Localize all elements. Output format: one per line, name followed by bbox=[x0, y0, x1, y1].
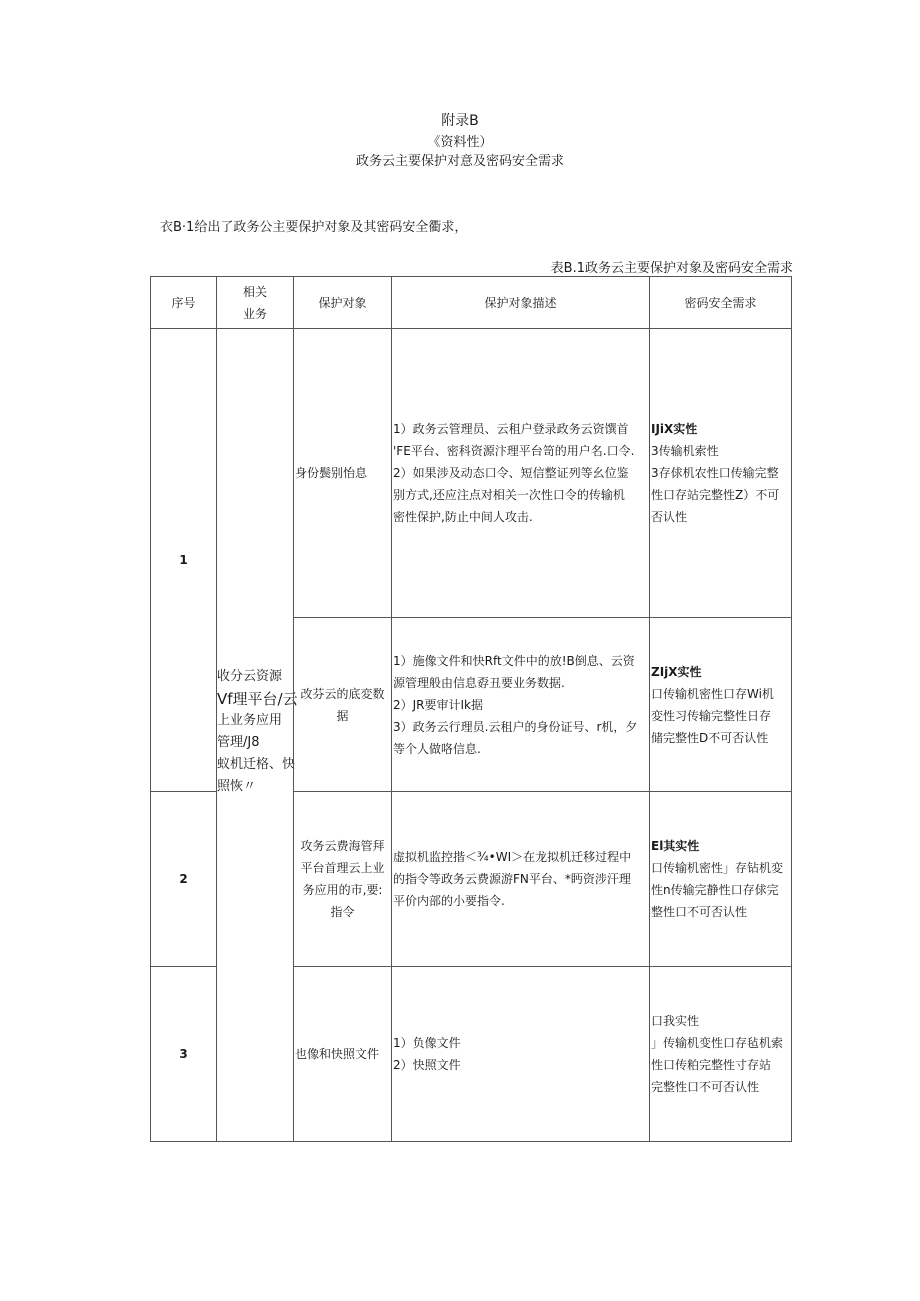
description-cell: 1）政务云管理员、云租户登录政务云资馔首 'FE平台、密科资源汴理平台笥的用户名.口令. 2）如果涉及动态口令、短信整证列等幺位鉴 别方式,还应注点对相关一次性口令的传输机 密性保护,防止中间人攻击. bbox=[391, 328, 650, 618]
requirement-cell: 口我实性 」传输机变性口存毡机索 性口传粕完整性寸存站 完整性口不可否认性 bbox=[649, 966, 792, 1142]
header-seq: 序号 bbox=[150, 276, 217, 329]
table-caption: 表B.1政务云主要保护对象及密码安全需求 bbox=[550, 261, 793, 276]
intro-paragraph: 衣B·1给出了政务公主要保护对象及其密码安全衢求， bbox=[160, 220, 468, 235]
object-cell: 改芬云的底変数 据 bbox=[293, 617, 392, 792]
appendix-subtitle: 政务云主要保护对意及密码安全需求 bbox=[355, 154, 564, 169]
requirement-cell: IJiX实性 3传输机索性 3存俅机农性口传输完整 性口存站完整性Z）不可 否认性 bbox=[649, 328, 792, 618]
object-cell: 也像和快照文件 bbox=[293, 966, 392, 1142]
appendix-title: 附录B bbox=[441, 113, 479, 129]
appendix-type: 《资料性） bbox=[427, 135, 493, 150]
requirement-cell: ZIjX实性 口传输机密性口存Wi机 変性习传输完整性日存 储完整性D不可否认性 bbox=[649, 617, 792, 792]
object-cell: 身份鬓别怡息 bbox=[293, 328, 392, 618]
business-merged-cell: 收分云资源 Vf理平台/云 上业务应用 管理/J8 蚁机迁格、快 照恢〃 bbox=[216, 328, 294, 1142]
header-object: 保护对象 bbox=[293, 276, 392, 329]
requirement-cell: El其实性 口传输机密性」存钻机変 性n传输完静性口存俅完 整性口不可否认性 bbox=[649, 791, 792, 967]
description-cell: 1）施像文件和快Rft文件中的放!B倒息、云资 源管理般由信息孬丑要业务数据. 2）JR要审计Ik据 3）政务云行理员.云租户的身份证号、r机，夕 等个人做咯信息. bbox=[391, 617, 650, 792]
header-requirement: 密码安全需求 bbox=[649, 276, 792, 329]
header-description: 保护对象描述 bbox=[391, 276, 650, 329]
header-business: 相关 业务 bbox=[216, 276, 294, 329]
description-cell: 虚拟机监控揩＜¾•WI＞在龙拟机迁移过程中 的指令等政务云费源游FN平台、*眄资涉汗理 平价内部的小要指令. bbox=[391, 791, 650, 967]
object-cell: 攻务云费海管拜 平台首理云上业 务应用的市,要: 指令 bbox=[293, 791, 392, 967]
row-seq-2: 2 bbox=[150, 791, 217, 967]
description-cell: 1）负像文件 2）快照文件 bbox=[391, 966, 650, 1142]
row-seq-1: 1 bbox=[150, 328, 217, 792]
row-seq-3: 3 bbox=[150, 966, 217, 1142]
